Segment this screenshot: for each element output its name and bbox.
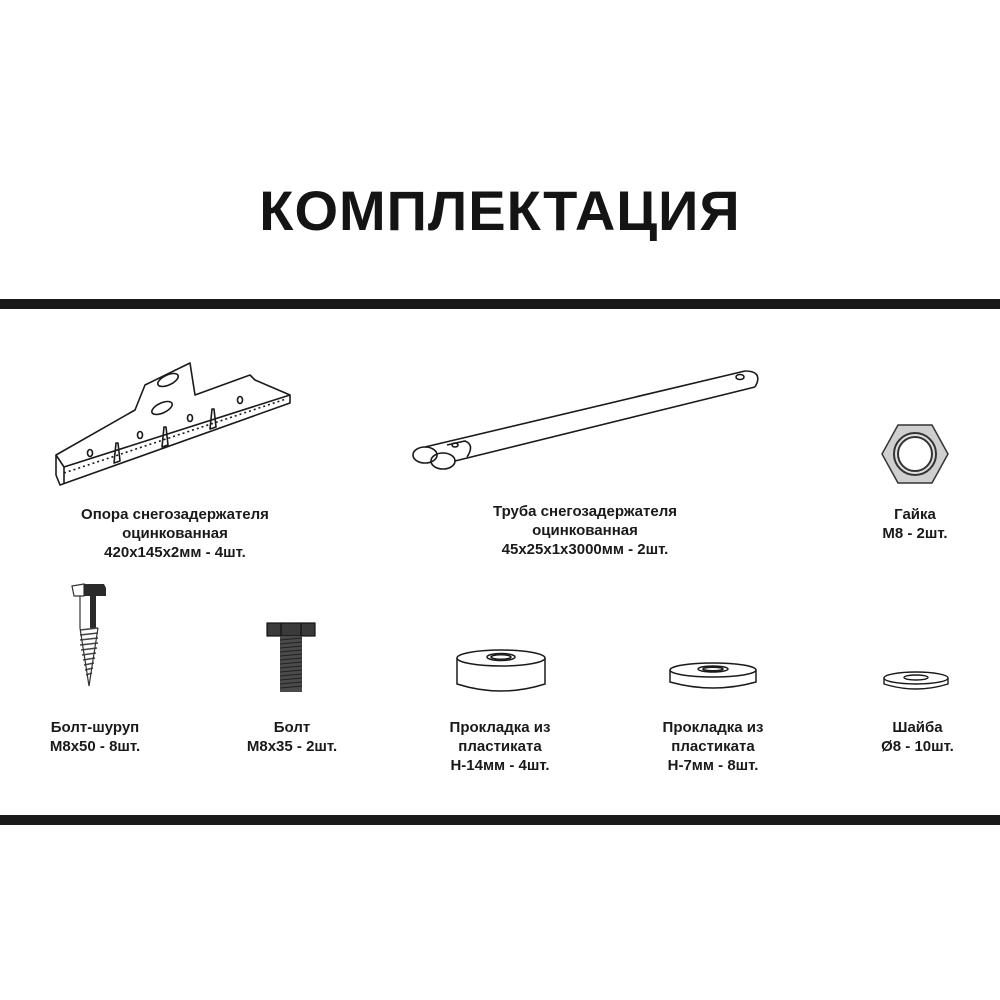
bracket-icon [50, 355, 290, 495]
bottom-divider [0, 815, 1000, 825]
item-spec: М8х50 - 8шт. [49, 738, 141, 755]
item-name-line2: пластиката [671, 738, 755, 755]
item-name-line2: оцинкованная [122, 525, 228, 542]
item-name-line2: пластиката [458, 738, 542, 755]
top-divider [0, 299, 1000, 309]
item-name: Шайба [892, 719, 943, 736]
tube-icon [405, 365, 765, 475]
item-name: Болт-шуруп [50, 719, 140, 736]
item-spec: Ø8 - 10шт. [881, 738, 954, 755]
item-spec: Н-7мм - 8шт. [667, 757, 759, 774]
thin-spacer-icon [668, 660, 758, 692]
item-name: Прокладка из [662, 719, 764, 736]
item-spec: 45х25х1х3000мм - 2шт. [501, 541, 669, 558]
item-spec: М8 - 2шт. [882, 525, 948, 542]
item-name: Опора снегозадержателя [81, 506, 269, 523]
washer-icon [882, 670, 950, 692]
hex-nut-icon [880, 423, 950, 485]
item-name: Прокладка из [449, 719, 551, 736]
item-name: Болт [273, 719, 311, 736]
item-name-line2: оцинкованная [532, 522, 638, 539]
hex-bolt-icon [266, 622, 318, 694]
page-title: КОМПЛЕКТАЦИЯ [259, 179, 741, 242]
item-name: Труба снегозадержателя [493, 503, 677, 520]
thick-spacer-icon [455, 648, 547, 694]
item-spec: Н-14мм - 4шт. [450, 757, 550, 774]
lag-screw-icon [70, 582, 110, 692]
item-name: Гайка [894, 506, 936, 523]
item-spec: 420х145х2мм - 4шт. [104, 544, 246, 561]
item-spec: М8х35 - 2шт. [246, 738, 338, 755]
